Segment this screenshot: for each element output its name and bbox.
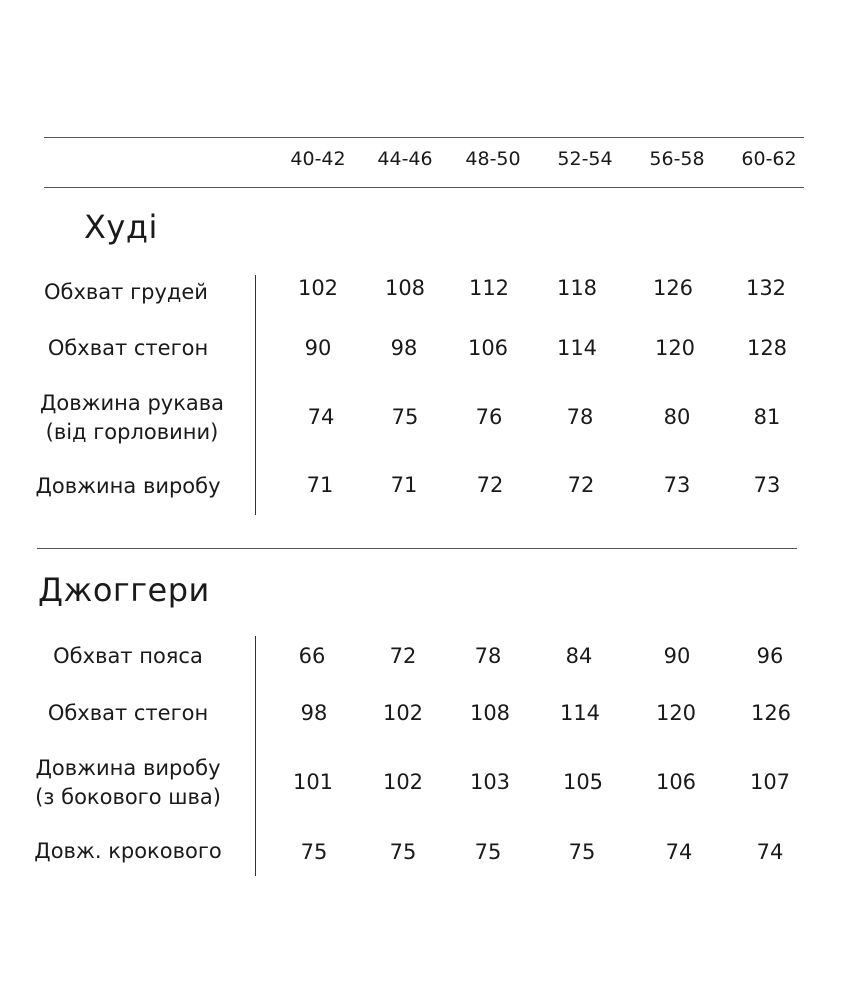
row-value: 90 (304, 336, 332, 360)
row-label (8, 837, 248, 866)
row-label (8, 334, 248, 363)
joggers-label-divider (255, 636, 256, 876)
row-value: 102 (382, 770, 424, 794)
section-divider (37, 548, 797, 549)
row-value: 75 (300, 840, 328, 864)
row-value: 75 (389, 840, 417, 864)
row-value: 75 (568, 840, 596, 864)
row-value: 120 (655, 701, 697, 725)
row-value: 103 (469, 770, 511, 794)
row-value: 75 (474, 840, 502, 864)
row-value: 72 (389, 644, 417, 668)
row-value: 84 (565, 644, 593, 668)
row-value: 73 (753, 473, 781, 497)
row-value: 78 (566, 405, 594, 429)
row-label (12, 389, 252, 447)
row-value: 90 (663, 644, 691, 668)
row-label-line: (з бокового шва) (35, 785, 221, 809)
row-label (6, 278, 246, 307)
row-label (8, 699, 248, 728)
row-label-line: Довжина виробу (35, 474, 221, 498)
row-value: 75 (391, 405, 419, 429)
row-value: 72 (476, 473, 504, 497)
row-value: 106 (467, 336, 509, 360)
row-value: 118 (556, 276, 598, 300)
row-label-line: Довж. крокового (34, 839, 222, 863)
joggers-section-title: Джоггери (38, 571, 210, 609)
row-label-line: Обхват грудей (44, 280, 208, 304)
row-label-line: Обхват пояса (53, 644, 203, 668)
header-bottom-rule (44, 187, 804, 188)
row-label-line: Обхват стегон (47, 701, 209, 725)
row-value: 73 (663, 473, 691, 497)
row-value: 81 (753, 405, 781, 429)
row-label-line: (від горловини) (45, 420, 219, 444)
row-value: 98 (390, 336, 418, 360)
row-value: 74 (756, 840, 784, 864)
row-value: 76 (475, 405, 503, 429)
row-label (8, 754, 248, 812)
row-value: 74 (665, 840, 693, 864)
row-value: 107 (749, 770, 791, 794)
row-value: 112 (468, 276, 510, 300)
row-value: 80 (663, 405, 691, 429)
row-value: 108 (384, 276, 426, 300)
row-value: 101 (292, 770, 334, 794)
row-value: 102 (382, 701, 424, 725)
row-value: 71 (306, 473, 334, 497)
header-top-rule (44, 137, 804, 138)
hoodie-label-divider (255, 275, 256, 515)
row-label-line: Довжина рукава (39, 391, 225, 415)
row-value: 78 (474, 644, 502, 668)
row-value: 71 (390, 473, 418, 497)
size-header: 48-50 (465, 148, 521, 170)
row-value: 96 (756, 644, 784, 668)
row-value: 132 (745, 276, 787, 300)
row-value: 114 (559, 701, 601, 725)
row-value: 126 (652, 276, 694, 300)
row-value: 98 (300, 701, 328, 725)
row-value: 74 (307, 405, 335, 429)
size-header: 40-42 (290, 148, 346, 170)
size-header: 60-62 (741, 148, 797, 170)
row-value: 108 (469, 701, 511, 725)
size-header: 56-58 (649, 148, 705, 170)
size-header: 52-54 (557, 148, 613, 170)
row-value: 102 (297, 276, 339, 300)
size-header: 44-46 (377, 148, 433, 170)
row-label-line: Обхват стегон (47, 336, 209, 360)
row-value: 105 (562, 770, 604, 794)
row-label-line: Довжина виробу (35, 756, 221, 780)
row-label (8, 472, 248, 501)
row-value: 120 (654, 336, 696, 360)
row-value: 66 (298, 644, 326, 668)
row-value: 72 (567, 473, 595, 497)
row-label (8, 642, 248, 671)
row-value: 106 (655, 770, 697, 794)
row-value: 114 (556, 336, 598, 360)
row-value: 126 (750, 701, 792, 725)
row-value: 128 (746, 336, 788, 360)
hoodie-section-title: Худі (84, 208, 158, 246)
